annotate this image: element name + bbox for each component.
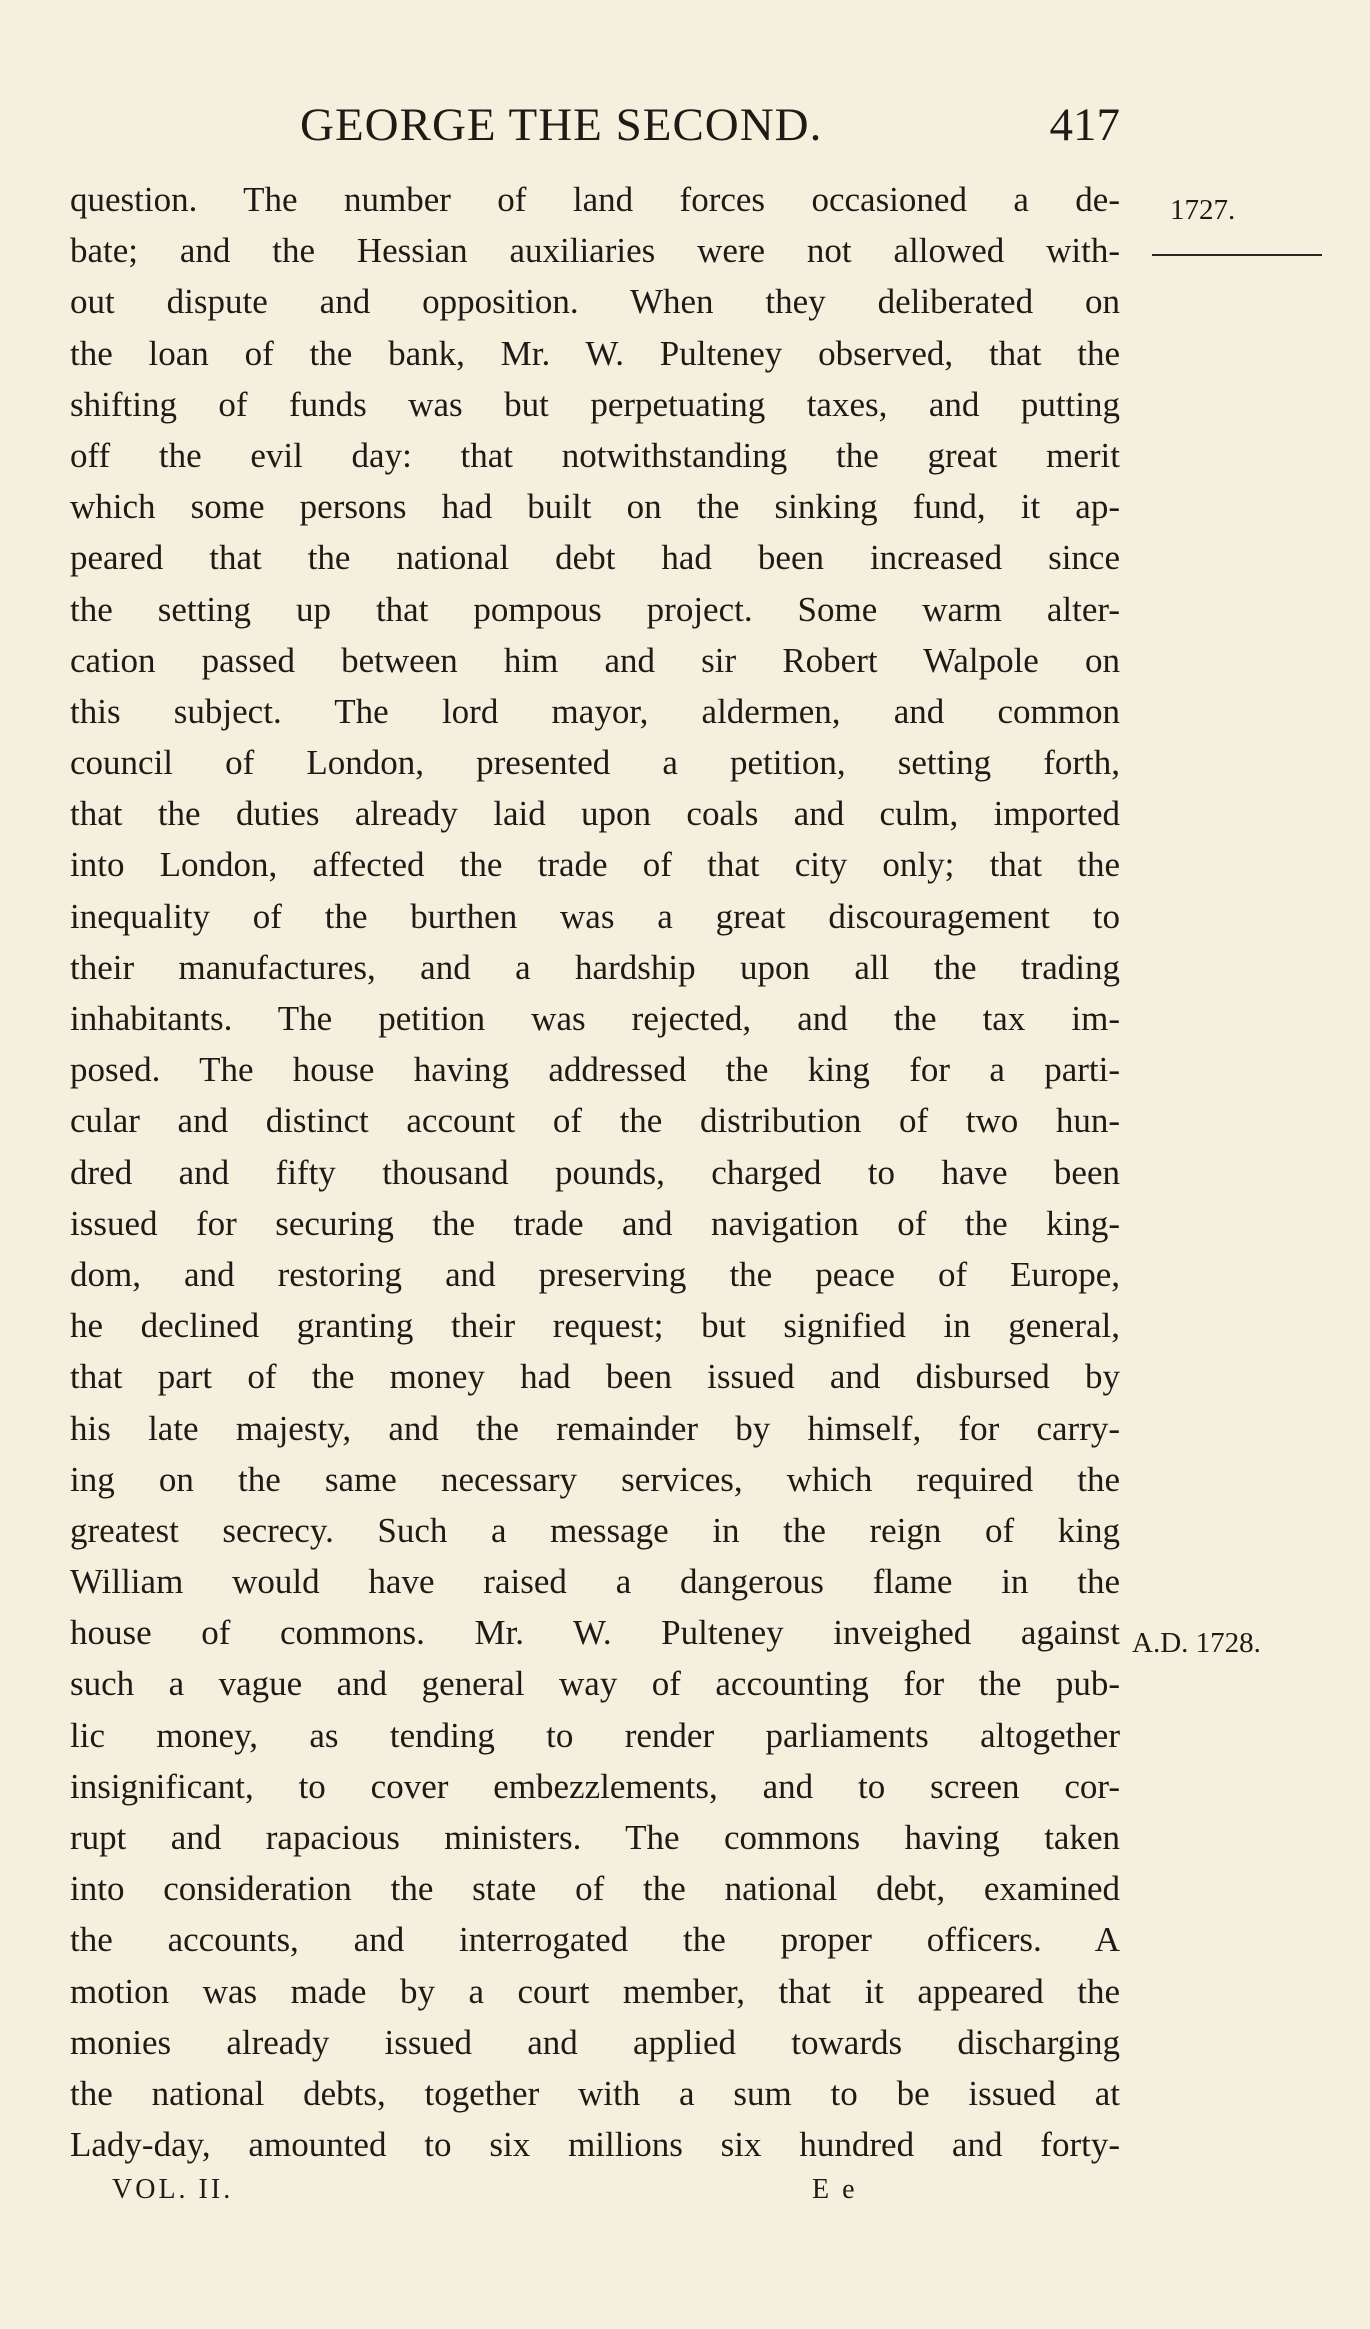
text-line: which some persons had built on the sinking fund, it ap- <box>70 487 1120 527</box>
text-line: lic money, as tending to render parliaments altogether <box>70 1715 1120 1755</box>
text-line: rupt and rapacious ministers. The commons having taken <box>70 1818 1120 1857</box>
text-line: that part of the money had been issued and disbursed by <box>70 1357 1120 1397</box>
text-line: bate; and the Hessian auxiliaries were not allowed with- <box>70 231 1120 271</box>
text-line: ing on the same necessary services, which required the <box>70 1459 1120 1499</box>
text-line: his late majesty, and the remainder by himself, for carry- <box>70 1408 1120 1448</box>
text-line: inhabitants. The petition was rejected, and the tax im- <box>70 999 1120 1038</box>
text-line: motion was made by a court member, that it appeared the <box>70 1971 1120 2011</box>
text-line: that the duties already laid upon coals and culm, imported <box>70 794 1120 834</box>
running-title: GEORGE THE SECOND. <box>300 99 823 151</box>
text-line: into consideration the state of the national debt, examined <box>70 1869 1120 1909</box>
text-line: the loan of the bank, Mr. W. Pulteney observed, that the <box>70 333 1120 373</box>
text-line: issued for securing the trade and navigation of the king- <box>70 1203 1120 1243</box>
text-line: this subject. The lord mayor, aldermen, and common <box>70 691 1120 731</box>
text-line: posed. The house having addressed the king for a parti- <box>70 1050 1120 1090</box>
text-line: inequality of the burthen was a great discouragement to <box>70 896 1120 936</box>
text-line: such a vague and general way of accounting for the pub- <box>70 1664 1120 1704</box>
footer-signature: E e <box>812 2174 858 2205</box>
text-line: their manufactures, and a hardship upon all the trading <box>70 947 1120 987</box>
text-line: greatest secrecy. Such a message in the reign of king <box>70 1510 1120 1550</box>
margin-year-note-lower: A.D. 1728. <box>1132 1627 1261 1659</box>
text-line: off the evil day: that notwithstanding the great merit <box>70 435 1120 475</box>
margin-year-note: 1727. <box>1170 194 1236 226</box>
body-text <box>70 174 1120 2170</box>
text-line: monies already issued and applied towards discharging <box>70 2022 1120 2062</box>
text-line: shifting of funds was but perpetuating taxes, and putting <box>70 384 1120 424</box>
running-header <box>300 98 1120 158</box>
text-line: council of London, presented a petition, setting forth, <box>70 743 1120 783</box>
text-line: dom, and restoring and preserving the peace of Europe, <box>70 1254 1120 1294</box>
text-line: house of commons. Mr. W. Pulteney inveighed against <box>70 1613 1120 1653</box>
text-line: cular and distinct account of the distribution of two hun- <box>70 1101 1120 1141</box>
page-number: 417 <box>1049 99 1120 151</box>
text-line: into London, affected the trade of that city only; that the <box>70 845 1120 885</box>
text-line: he declined granting their request; but signified in general, <box>70 1306 1120 1346</box>
text-line: peared that the national debt had been increased since <box>70 538 1120 578</box>
text-line: the setting up that pompous project. Some warm alter- <box>70 589 1120 629</box>
text-line: William would have raised a dangerous flame in the <box>70 1562 1120 1602</box>
footer-volume: VOL. II. <box>112 2174 234 2205</box>
text-line: the national debts, together with a sum to be issued at <box>70 2073 1120 2113</box>
text-line: dred and fifty thousand pounds, charged to have been <box>70 1152 1120 1192</box>
text-line: the accounts, and interrogated the proper officers. A <box>70 1920 1120 1960</box>
text-line: out dispute and opposition. When they deliberated on <box>70 282 1120 322</box>
text-line: question. The number of land forces occasioned a de- <box>70 180 1120 219</box>
text-line: Lady-day, amounted to six millions six hundred and forty- <box>70 2125 1120 2165</box>
text-line: insignificant, to cover embezzlements, and to screen cor- <box>70 1766 1120 1806</box>
margin-rule <box>1152 254 1322 256</box>
text-line: cation passed between him and sir Robert Walpole on <box>70 640 1120 680</box>
